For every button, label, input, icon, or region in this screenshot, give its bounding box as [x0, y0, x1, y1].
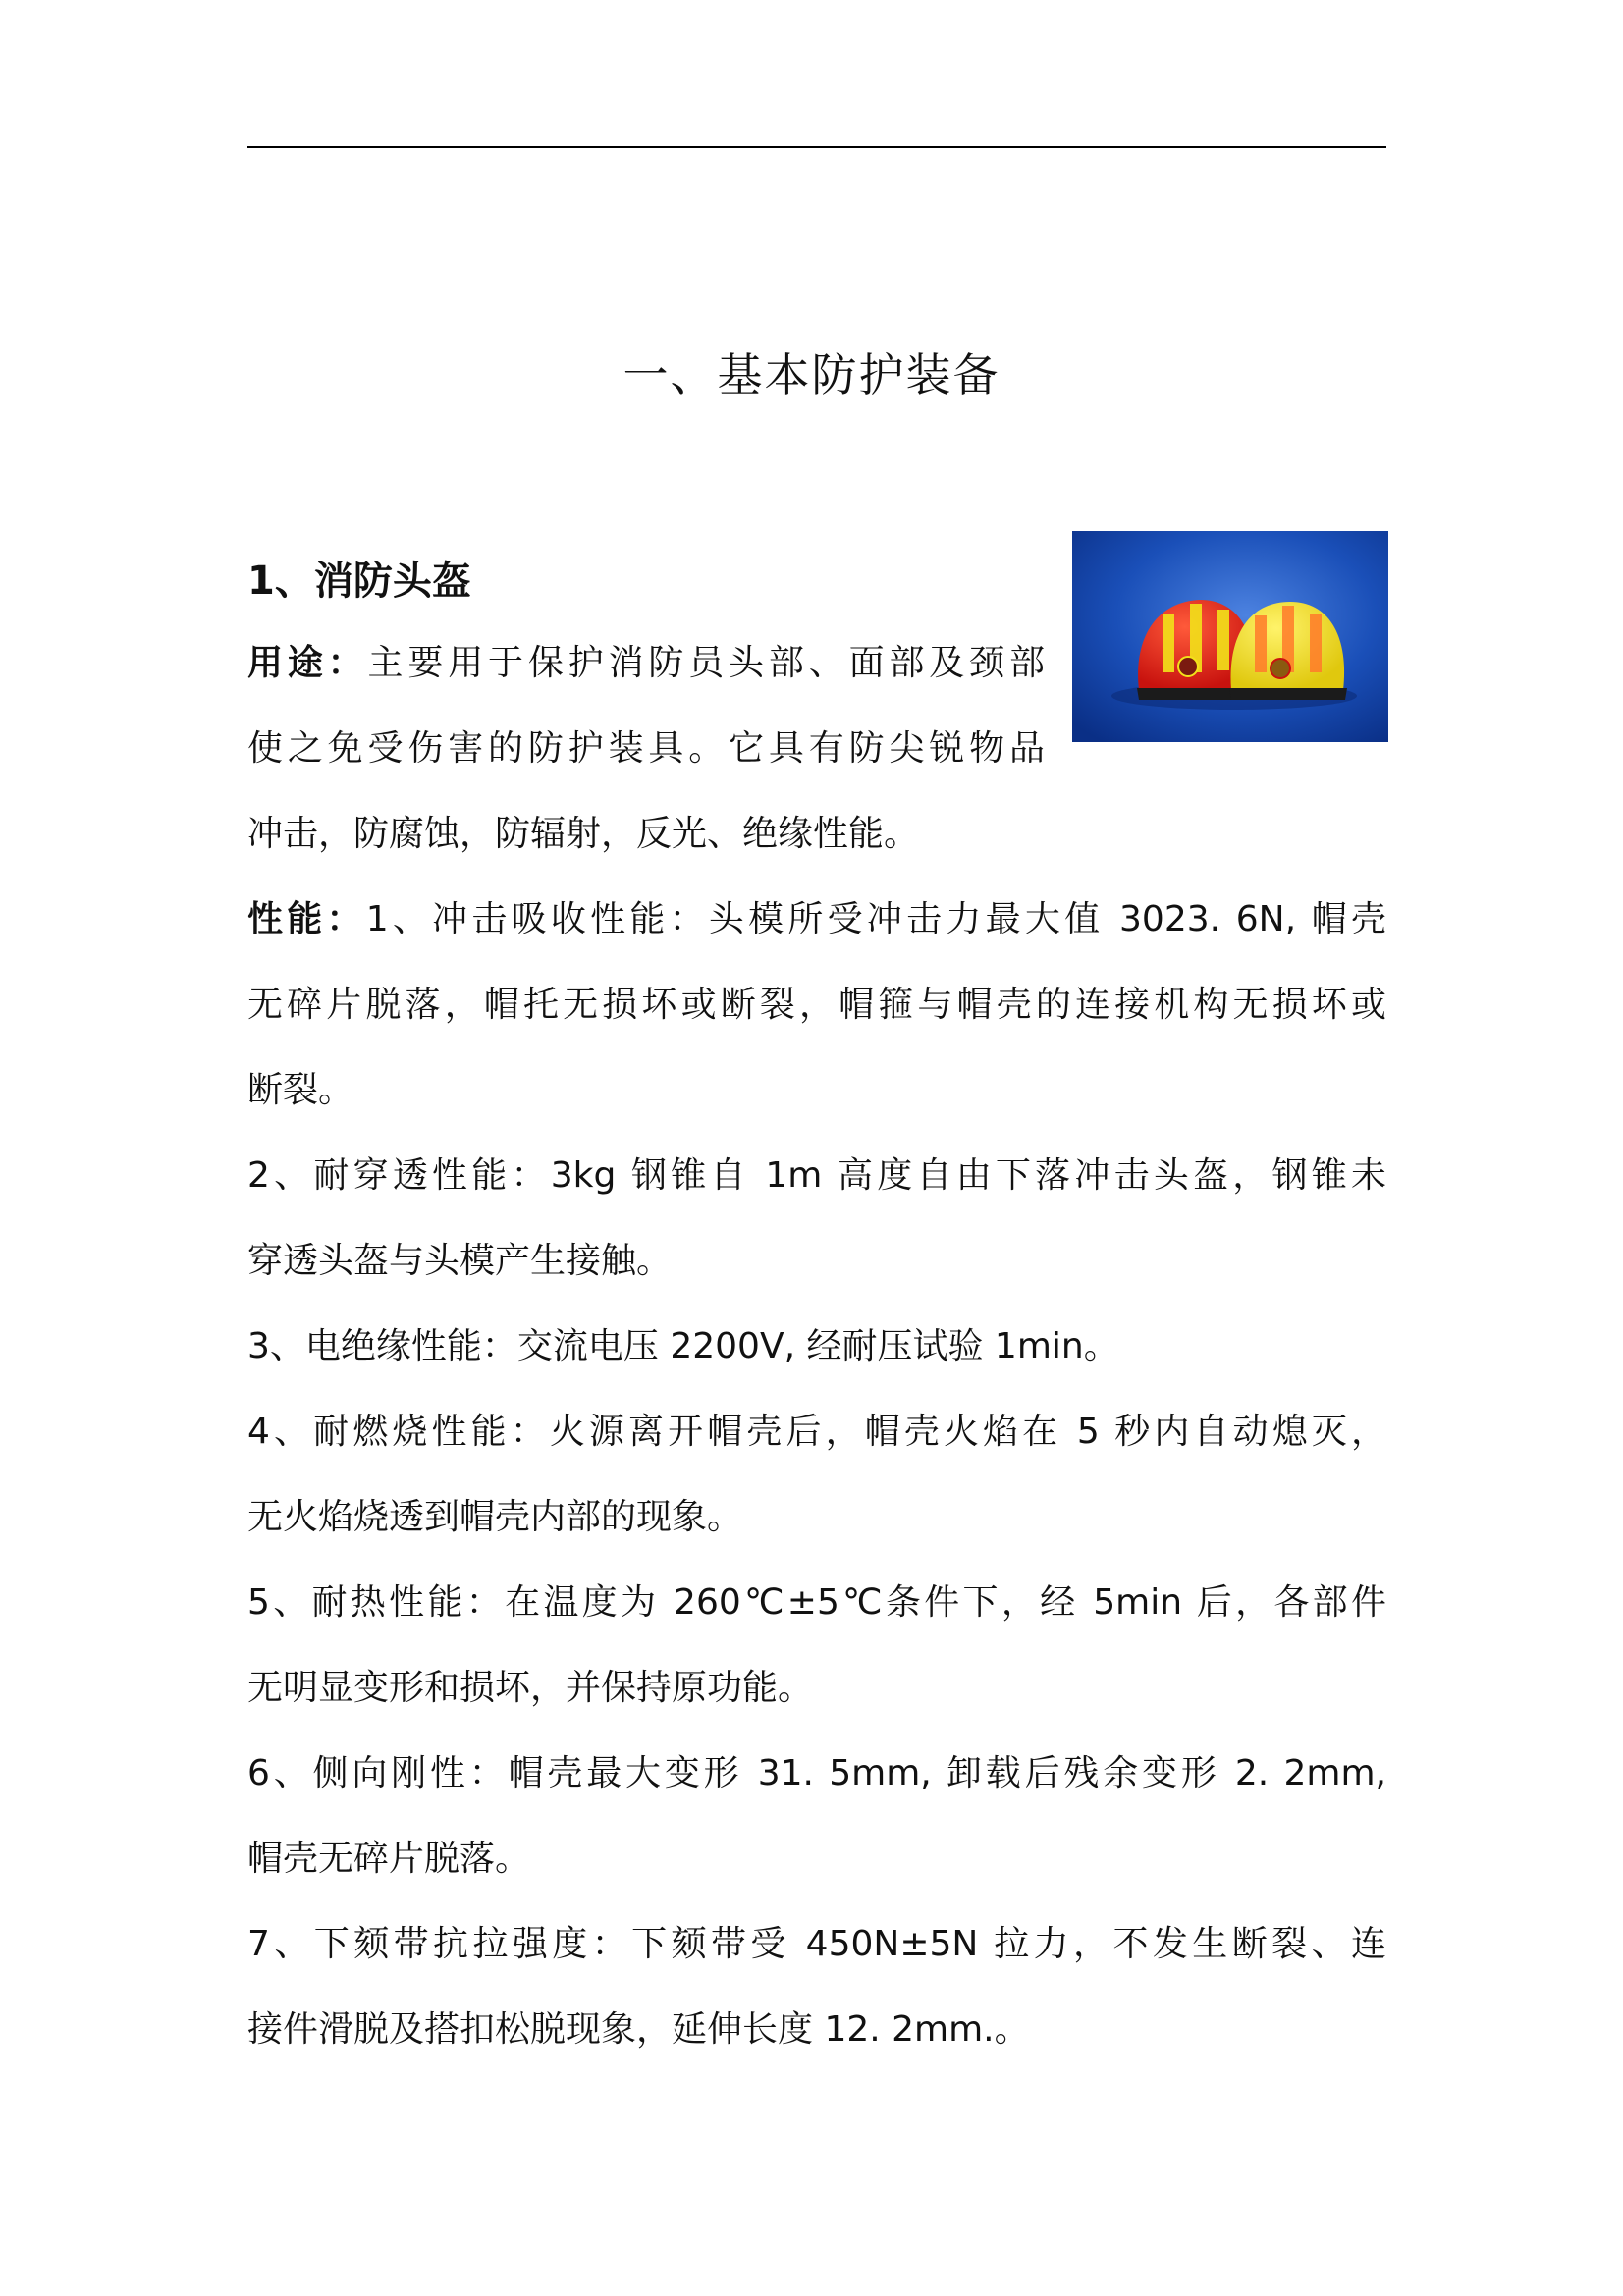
- usage-text: 主要用于保护消防员头部、面部及颈部: [367, 643, 1045, 683]
- performance-line-3: 断裂。: [247, 1070, 354, 1110]
- performance-line-14: 接件滑脱及搭扣松脱现象，延伸长度 12. 2mm.。: [247, 2009, 1030, 2050]
- performance-line-12: 帽壳无碎片脱落。: [247, 1839, 531, 1879]
- performance-line-13: 7、下颏带抗拉强度：下颏带受 450N±5N 拉力，不发生断裂、连: [247, 1924, 1386, 1964]
- performance-line-5: 穿透头盔与头模产生接触。: [247, 1241, 673, 1281]
- performance-line-2: 无碎片脱落，帽托无损坏或断裂，帽箍与帽壳的连接机构无损坏或: [247, 985, 1386, 1025]
- page-title: 一、基本防护装备: [622, 348, 1001, 401]
- performance-line-11: 6、侧向刚性：帽壳最大变形 31. 5mm, 卸载后残余变形 2. 2mm,: [247, 1753, 1386, 1793]
- section-heading: 1、消防头盔: [247, 559, 471, 604]
- performance-line-10: 无明显变形和损坏，并保持原功能。: [247, 1668, 814, 1708]
- helmet-photo: [1072, 531, 1388, 742]
- performance-line-1: [247, 896, 1386, 943]
- usage-line-3: 冲击，防腐蚀，防辐射，反光、绝缘性能。: [247, 814, 920, 854]
- performance-line-7: 4、耐燃烧性能：火源离开帽壳后，帽壳火焰在 5 秒内自动熄灭，: [247, 1412, 1386, 1452]
- performance-line-6: 3、电绝缘性能：交流电压 2200V, 经耐压试验 1min。: [247, 1326, 1119, 1366]
- performance-text: 1、冲击吸收性能：头模所受冲击力最大值 3023. 6N, 帽壳: [365, 899, 1386, 939]
- header-rule: [247, 146, 1386, 148]
- performance-label: 性能：: [247, 899, 366, 939]
- performance-line-8: 无火焰烧透到帽壳内部的现象。: [247, 1497, 743, 1537]
- usage-line-2: 使之免受伤害的防护装具。它具有防尖锐物品: [247, 728, 1045, 769]
- usage-label: 用途：: [247, 643, 368, 683]
- performance-line-4: 2、耐穿透性能：3kg 钢锥自 1m 高度自由下落冲击头盔，钢锥未: [247, 1155, 1386, 1196]
- performance-line-9: 5、耐热性能：在温度为 260℃±5℃条件下，经 5min 后，各部件: [247, 1582, 1386, 1623]
- usage-line-1: [247, 640, 1045, 687]
